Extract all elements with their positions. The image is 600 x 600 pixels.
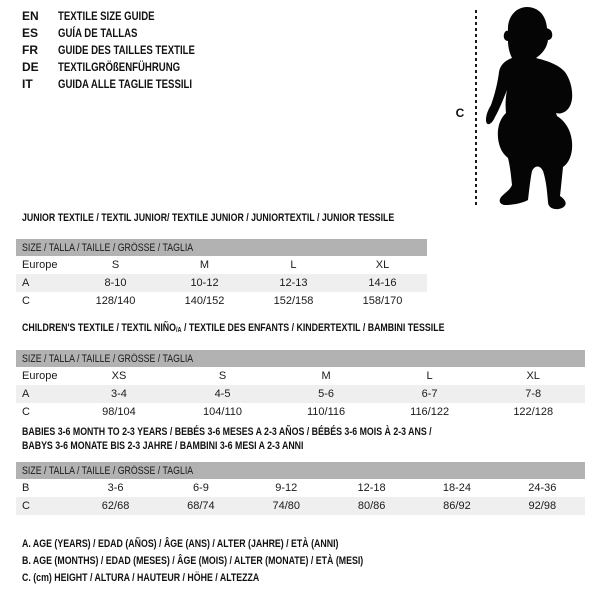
- size-header-row: [16, 462, 585, 479]
- dashed-measure-line: [475, 10, 477, 206]
- cell: 122/128: [513, 406, 554, 418]
- cell: 6-7: [378, 385, 482, 403]
- table-row: [16, 403, 585, 421]
- table-row: [16, 274, 427, 292]
- children-title-after: / TEXTILE DES ENFANTS / KINDERTEXTIL / BAMBINI TESSILE: [181, 322, 445, 334]
- language-row-es: [22, 25, 229, 42]
- table-row: [16, 367, 585, 385]
- table-row: [16, 292, 427, 310]
- cell: 74/80: [244, 497, 329, 515]
- language-label: TEXTILE SIZE GUIDE: [58, 9, 155, 23]
- cell: 158/170: [362, 295, 403, 307]
- children-title: [16, 321, 585, 338]
- size-header-label: SIZE / TALLA / TAILLE / GRÖSSE / TAGLIA: [22, 464, 194, 477]
- size-header-cell: [16, 350, 585, 367]
- cell: 12-18: [357, 482, 386, 494]
- footnote-b: [22, 553, 449, 570]
- row-label: A: [16, 385, 67, 403]
- cell: 4-5: [171, 385, 275, 403]
- language-code: DE: [22, 60, 39, 74]
- row-label: A: [16, 274, 71, 292]
- junior-size-table: [16, 239, 427, 310]
- cell: 18-24: [442, 482, 471, 494]
- cell: XS: [111, 370, 127, 382]
- cell: 110/116: [307, 406, 346, 418]
- cell: 86/92: [414, 497, 499, 515]
- cell: 12-13: [249, 274, 338, 292]
- size-header-cell: [16, 239, 427, 256]
- cell: M: [321, 370, 331, 382]
- table-row: [16, 479, 585, 497]
- size-header-cell: [16, 462, 585, 479]
- baby-silhouette-icon: [485, 4, 595, 214]
- row-label: C: [22, 406, 30, 418]
- junior-title-text: JUNIOR TEXTILE / TEXTIL JUNIOR/ TEXTILE JUNIOR / JUNIORTEXTIL / JUNIOR TESSILE: [22, 212, 395, 224]
- cell: 9-12: [275, 482, 298, 494]
- babies-title-line2: [16, 439, 585, 453]
- cell: 8-10: [71, 274, 160, 292]
- language-label: GUIDA ALLE TAGLIE TESSILI: [58, 77, 193, 91]
- babies-title-line1: [16, 425, 585, 439]
- language-list: [22, 8, 229, 93]
- children-title-sub: /A: [175, 327, 182, 334]
- size-header-row: [16, 350, 585, 367]
- children-title-text: [22, 321, 444, 338]
- language-row-en: [22, 8, 229, 25]
- language-label: TEXTILGRÖßENFÜHRUNG: [58, 60, 181, 74]
- cell: XL: [375, 259, 390, 271]
- cell: 6-9: [192, 482, 209, 494]
- height-measure-label: C: [455, 106, 465, 120]
- cell: 5-6: [274, 385, 378, 403]
- cell: 116/122: [410, 406, 450, 418]
- footnote-c-text: C. (cm) HEIGHT / ALTURA / HAUTEUR / HÖHE / ALTEZZA: [22, 572, 260, 584]
- children-title-before: CHILDREN'S TEXTILE / TEXTIL NIÑO: [22, 322, 176, 334]
- cell: 152/158: [273, 295, 314, 307]
- cell: 104/110: [203, 406, 242, 418]
- language-code: ES: [22, 26, 39, 40]
- cell: 14-16: [338, 274, 427, 292]
- junior-title: [16, 211, 427, 225]
- footnote-b-text: B. AGE (MONTHS) / EDAD (MESES) / ÂGE (MOIS) / ALTER (MONATE) / ETÀ (MESI): [22, 555, 364, 567]
- cell: XL: [526, 370, 540, 382]
- cell: S: [111, 259, 120, 271]
- row-label: Europe: [22, 259, 58, 271]
- babies-section: [16, 425, 585, 515]
- babies-size-table: [16, 462, 585, 515]
- cell: 62/68: [73, 497, 158, 515]
- footnote-a-text: A. AGE (YEARS) / EDAD (AÑOS) / ÂGE (ANS) / ALTER (JAHRE) / ETÀ (ANNI): [22, 538, 339, 550]
- cell: 68/74: [158, 497, 243, 515]
- footnotes: [22, 536, 449, 587]
- cell: 3-6: [107, 482, 124, 494]
- language-code: EN: [22, 9, 39, 23]
- row-label: C: [22, 295, 30, 307]
- size-header-row: [16, 239, 427, 256]
- table-row: [16, 256, 427, 274]
- footnote-a: [22, 536, 449, 553]
- row-label: C: [16, 497, 73, 515]
- cell: 80/86: [329, 497, 414, 515]
- height-figure: [440, 0, 600, 215]
- size-header-label: SIZE / TALLA / TAILLE / GRÖSSE / TAGLIA: [22, 352, 194, 365]
- language-code: IT: [22, 77, 33, 91]
- children-size-table: [16, 350, 585, 421]
- cell: S: [218, 370, 227, 382]
- babies-title-line1-text: BABIES 3-6 MONTH TO 2-3 YEARS / BEBÉS 3-6 MESES A 2-3 AÑOS / BÉBÉS 3-6 MOIS À 2-3 ANS /: [22, 426, 432, 438]
- cell: 3-4: [67, 385, 171, 403]
- cell: 24-36: [528, 482, 557, 494]
- row-label: B: [22, 482, 30, 494]
- cell: 128/140: [95, 295, 136, 307]
- junior-section: [16, 211, 427, 310]
- language-row-it: [22, 76, 229, 93]
- cell: 92/98: [500, 497, 585, 515]
- language-label: GUIDE DES TAILLES TEXTILE: [58, 43, 195, 57]
- cell: 98/104: [102, 406, 136, 418]
- language-row-de: [22, 59, 229, 76]
- row-label: Europe: [22, 370, 58, 382]
- cell: 7-8: [481, 385, 585, 403]
- babies-title-line2-text: BABYS 3-6 MONATE BIS 2-3 JAHRE / BAMBINI 3-6 MESI A 2-3 ANNI: [22, 440, 304, 452]
- table-row: [16, 497, 585, 515]
- language-label: GUÍA DE TALLAS: [58, 26, 138, 40]
- language-row-fr: [22, 42, 229, 59]
- cell: L: [290, 259, 297, 271]
- footnote-c: [22, 570, 449, 587]
- cell: 140/152: [184, 295, 225, 307]
- table-row: [16, 385, 585, 403]
- cell: 10-12: [160, 274, 249, 292]
- size-header-label: SIZE / TALLA / TAILLE / GRÖSSE / TAGLIA: [22, 241, 194, 254]
- language-code: FR: [22, 43, 38, 57]
- cell: M: [199, 259, 210, 271]
- children-section: [16, 321, 585, 421]
- cell: L: [426, 370, 433, 382]
